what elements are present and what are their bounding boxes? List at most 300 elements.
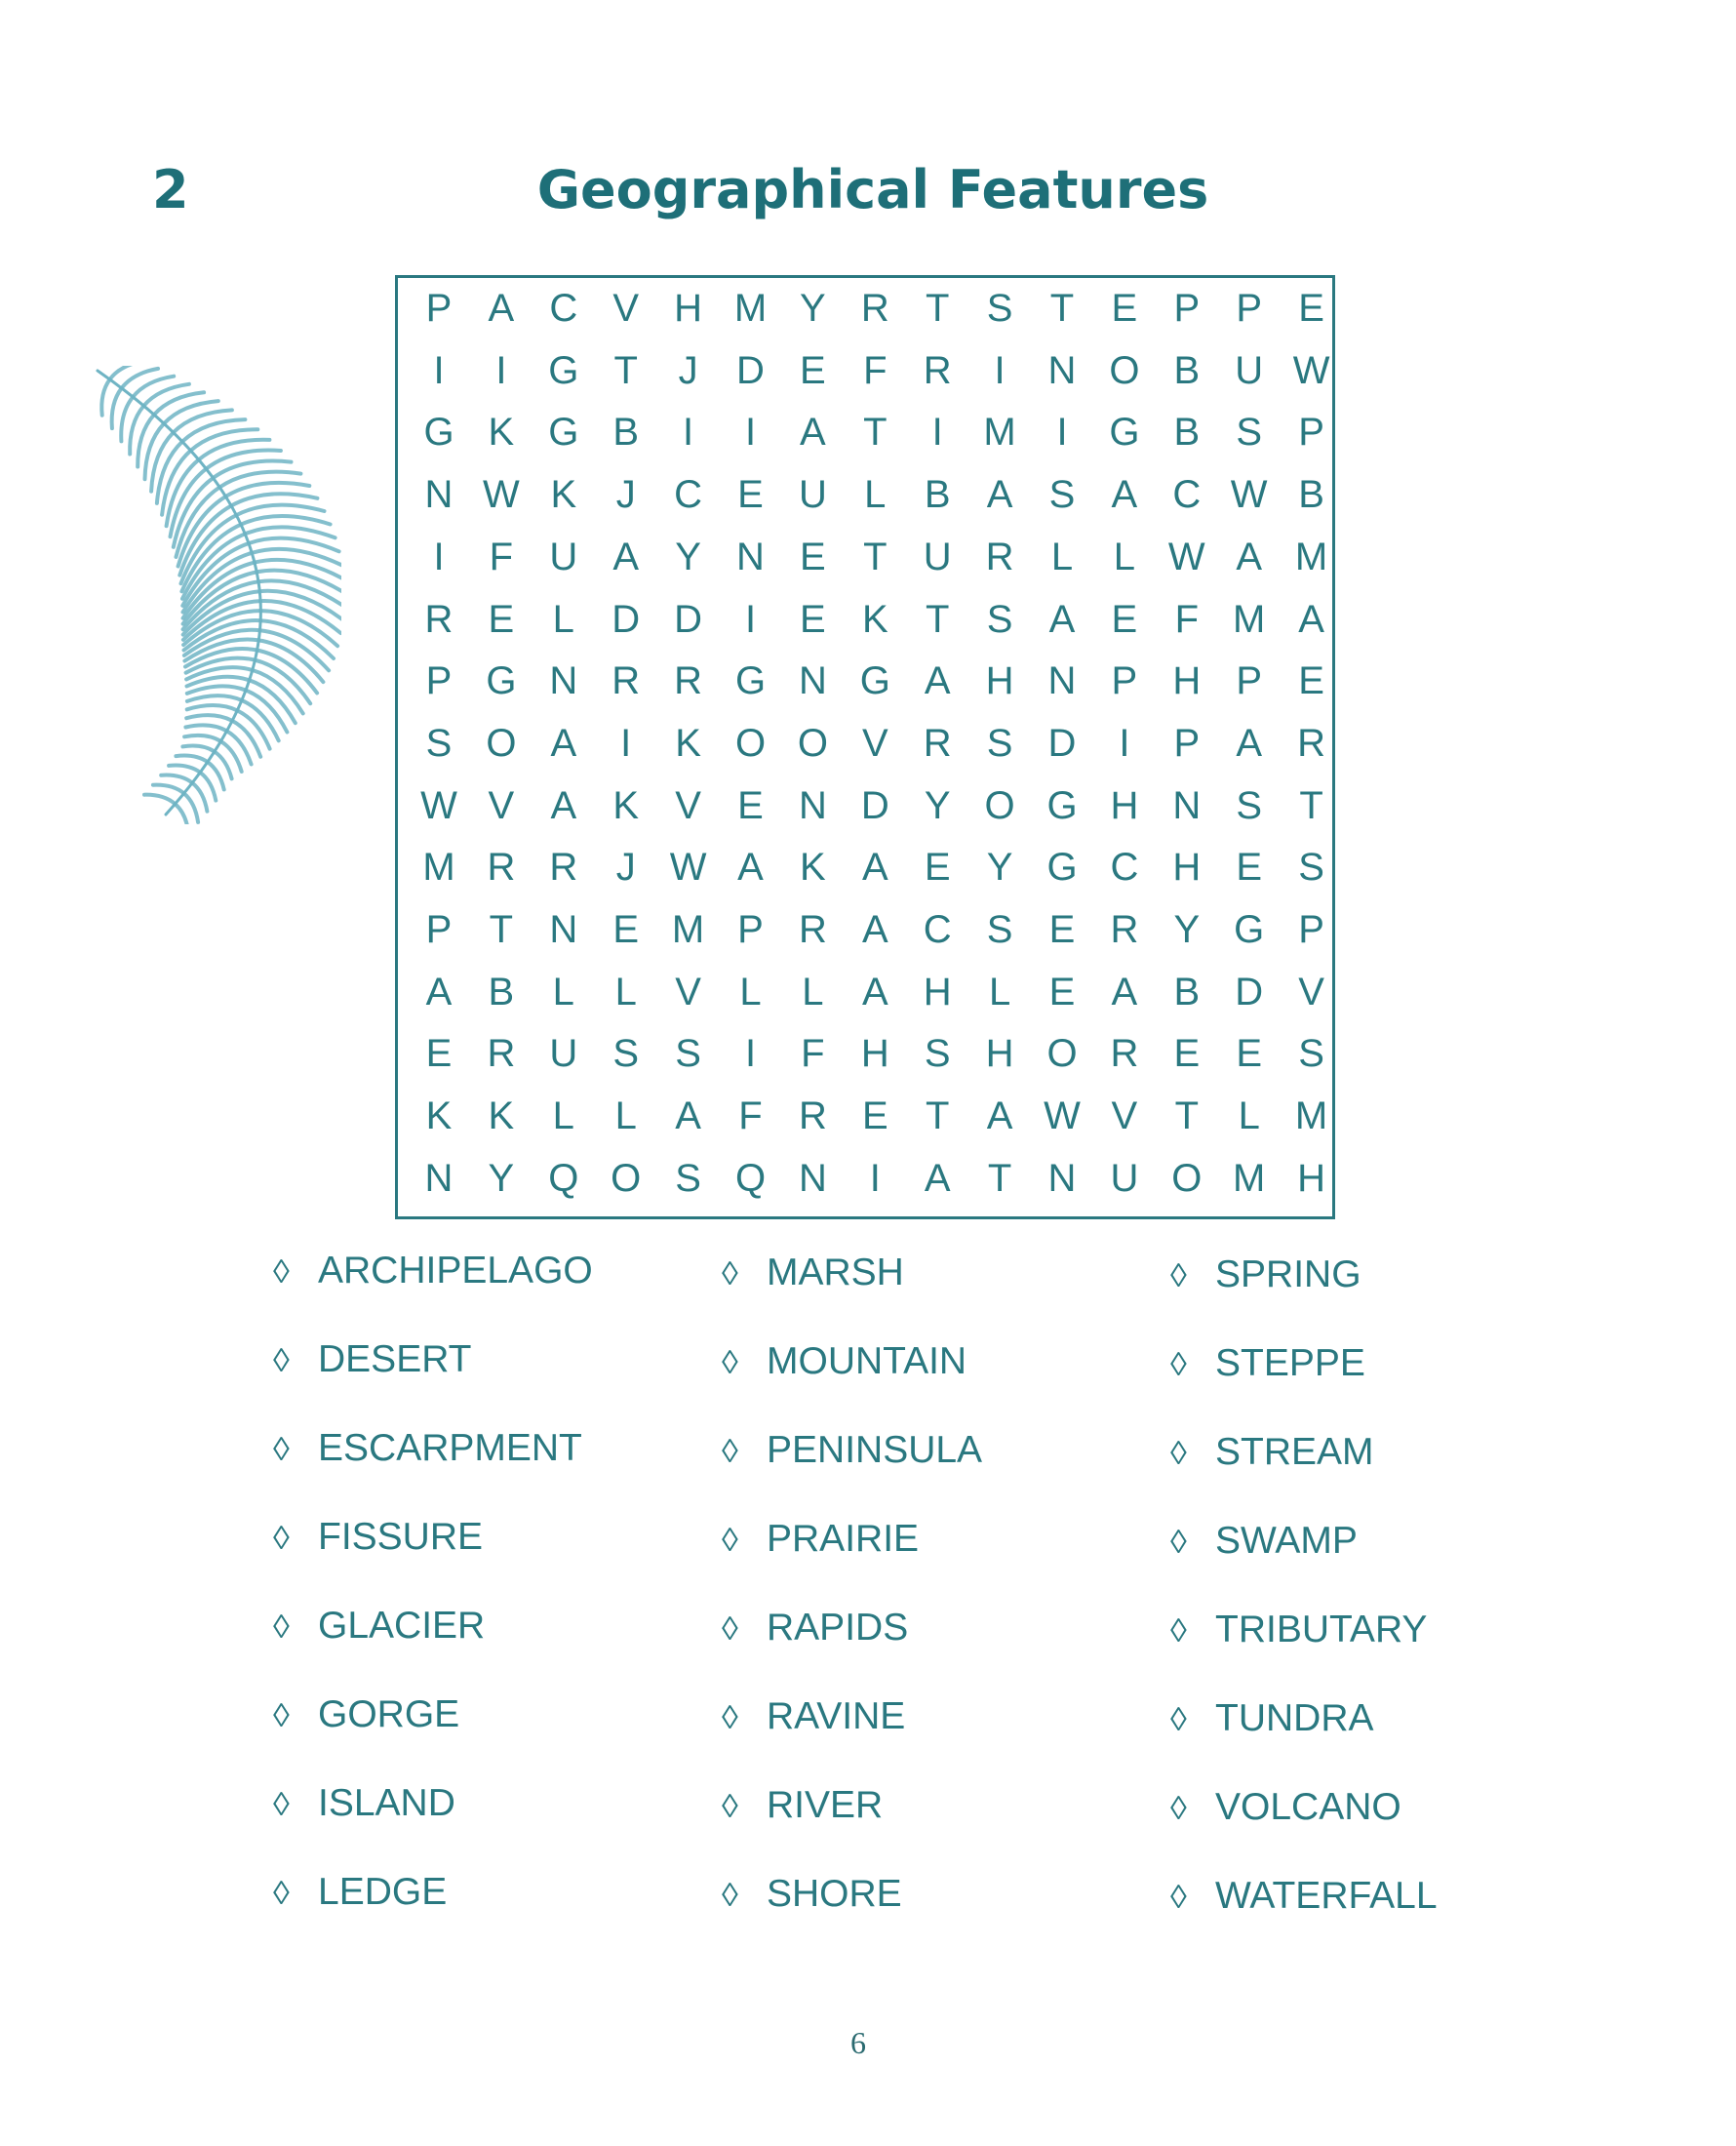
grid-letter: D [612,597,641,641]
grid-letter: N [1047,348,1077,392]
grid-letter: P [425,659,453,703]
grid-letter: E [1111,287,1138,330]
grid-letter: R [612,659,641,703]
grid-letter: A [1236,535,1263,578]
grid-letter: K [861,597,888,641]
grid-letter: R [798,908,827,951]
grid-letter: S [986,287,1013,330]
diamond-bullet-icon: ◊ [273,1786,290,1823]
grid-letter: B [1173,411,1201,455]
grid-letter: A [861,970,888,1013]
grid-letter: L [1238,1094,1260,1138]
grid-letter: D [736,348,765,392]
grid-letter: R [1110,1032,1139,1076]
word-list-item [273,1692,459,1738]
word-text: LEDGE [318,1871,448,1913]
grid-letter: Y [675,535,701,578]
word-text: DESERT [318,1338,472,1380]
grid-letter: V [1111,1094,1138,1138]
grid-letter: I [1119,721,1130,765]
word-text: RAPIDS [767,1607,909,1649]
grid-letter: I [869,1156,881,1200]
grid-letter: R [1110,908,1139,951]
word-text: PENINSULA [767,1429,983,1471]
page-number: 6 [850,2025,866,2060]
word-text: WATERFALL [1215,1875,1438,1917]
grid-letter: C [923,908,952,951]
grid-letter: I [744,411,757,455]
grid-letter: G [859,659,890,703]
diamond-bullet-icon: ◊ [1170,1879,1187,1916]
grid-letter: A [1236,721,1263,765]
grid-letter: S [986,597,1013,641]
word-text: STEPPE [1215,1342,1365,1384]
grid-letter: V [488,783,515,827]
diamond-bullet-icon: ◊ [273,1697,290,1734]
grid-letter: W [1292,348,1330,392]
grid-letter: M [1294,1094,1328,1138]
word-text: GLACIER [318,1605,486,1647]
grid-letter: M [733,287,768,330]
word-text: RAVINE [767,1695,906,1737]
grid-letter: G [1234,908,1265,951]
word-text: VOLCANO [1215,1786,1401,1828]
grid-letter: J [678,348,698,392]
word-text: SWAMP [1215,1520,1358,1562]
grid-letter: D [860,783,889,827]
grid-letter: P [425,908,453,951]
puzzle-number: 2 [152,159,189,220]
grid-letter: S [425,721,453,765]
grid-letter: I [744,597,757,641]
page-title: Geographical Features [536,159,1209,220]
grid-letter: A [924,659,951,703]
grid-letter: W [1044,1094,1081,1138]
grid-letter: D [1235,970,1264,1013]
grid-letter: O [984,783,1015,827]
grid-letter: A [737,846,764,890]
grid-letter: A [924,1156,951,1200]
grid-letter: I [620,721,632,765]
grid-letter: V [861,721,888,765]
grid-letter: S [986,908,1013,951]
word-list-item [1170,1785,1401,1831]
word-list-item [273,1781,455,1827]
word-text: ESCARPMENT [318,1427,582,1469]
word-list-item [1170,1252,1361,1298]
grid-letter: P [1236,659,1263,703]
grid-letter: T [1174,1094,1200,1138]
grid-letter: N [1047,659,1077,703]
grid-letter: V [675,783,701,827]
diamond-bullet-icon: ◊ [273,1431,290,1468]
grid-letter: E [1298,287,1324,330]
grid-letter: B [612,411,640,455]
grid-letter: N [424,473,454,517]
grid-letter: L [988,970,1011,1013]
grid-letter: S [1236,411,1263,455]
word-list-item [1170,1519,1358,1565]
word-list-item [722,1606,908,1651]
grid-letter: L [1050,535,1074,578]
grid-letter: B [1298,473,1324,517]
grid-letter: A [861,846,888,890]
word-text: RIVER [767,1784,884,1826]
grid-letter: O [611,1156,642,1200]
grid-letter: L [552,1094,574,1138]
grid-letter: U [549,1032,578,1076]
grid-letter: F [738,1094,763,1138]
grid-letter: O [734,721,767,765]
grid-letter: E [800,535,826,578]
grid-letter: T [925,287,950,330]
grid-letter: I [931,411,943,455]
grid-letter: P [1111,659,1138,703]
grid-letter: W [1167,535,1205,578]
grid-letter: E [488,597,515,641]
grid-letter: H [860,1032,889,1076]
word-text: TRIBUTARY [1215,1609,1428,1650]
grid-letter: H [1110,783,1139,827]
grid-letter: F [1174,597,1200,641]
grid-letter: F [863,348,888,392]
grid-letter: L [739,970,762,1013]
grid-letter: R [424,597,454,641]
word-text: SPRING [1215,1253,1361,1295]
word-list-item [722,1694,905,1740]
diamond-bullet-icon: ◊ [273,1342,290,1379]
grid-letter: M [1294,535,1328,578]
grid-letter: M [671,908,705,951]
grid-letter: G [486,659,517,703]
grid-letter: L [1113,535,1136,578]
grid-letter: A [612,535,640,578]
grid-letter: E [1173,1032,1201,1076]
grid-letter: M [422,846,455,890]
grid-letter: I [744,1032,757,1076]
grid-letter: E [1298,659,1324,703]
grid-letter: Y [800,287,826,330]
grid-letter: J [615,846,636,890]
grid-letter: H [1297,1156,1326,1200]
grid-letter: N [736,535,765,578]
grid-letter: M [1233,1156,1266,1200]
grid-letter: P [425,287,453,330]
grid-letter: E [861,1094,888,1138]
word-list-item [273,1426,582,1472]
grid-letter: A [861,908,888,951]
grid-letter: W [420,783,457,827]
grid-letter: I [433,348,445,392]
grid-letter: U [549,535,578,578]
word-list-item [722,1517,919,1563]
grid-letter: F [801,1032,825,1076]
grid-letter: U [1235,348,1264,392]
grid-letter: E [1048,908,1076,951]
grid-letter: I [1056,411,1068,455]
grid-letter: N [798,659,827,703]
word-list-item [1170,1608,1427,1653]
grid-letter: L [552,970,574,1013]
grid-letter: K [612,783,640,827]
word-text: GORGE [318,1693,460,1735]
word-list-item [1170,1341,1365,1387]
word-search-grid [395,275,1335,1219]
grid-letter: O [486,721,517,765]
grid-letter: N [549,659,578,703]
word-text: PRAIRIE [767,1518,920,1560]
grid-letter: A [488,287,515,330]
grid-letter: D [674,597,703,641]
diamond-bullet-icon: ◊ [1170,1701,1187,1738]
word-list-item [722,1251,904,1296]
grid-letter: C [674,473,703,517]
grid-letter: H [674,287,703,330]
word-list-item [722,1428,982,1474]
grid-letter: G [548,411,579,455]
word-list-item [722,1872,902,1918]
grid-letter: C [549,287,578,330]
grid-letter: V [1298,970,1324,1013]
grid-letter: C [1172,473,1202,517]
grid-letter: T [925,1094,950,1138]
diamond-bullet-icon: ◊ [722,1699,738,1736]
grid-letter: P [1236,287,1263,330]
grid-letter: B [1173,348,1201,392]
grid-letter: K [550,473,577,517]
grid-letter: P [737,908,764,951]
grid-letter: Y [924,783,951,827]
grid-letter: F [489,535,514,578]
grid-letter: Q [548,1156,579,1200]
grid-letter: R [860,287,889,330]
diamond-bullet-icon: ◊ [1170,1346,1187,1383]
grid-letter: N [1047,1156,1077,1200]
grid-letter: A [1111,970,1138,1013]
grid-letter: M [1233,597,1266,641]
grid-letter: O [1046,1032,1078,1076]
grid-letter: G [1046,783,1078,827]
grid-letter: T [925,597,950,641]
grid-letter: A [550,721,577,765]
diamond-bullet-icon: ◊ [722,1610,738,1648]
diamond-bullet-icon: ◊ [1170,1435,1187,1472]
grid-letter: R [923,721,952,765]
grid-letter: Y [488,1156,515,1200]
word-list-item [273,1337,472,1383]
grid-letter: L [552,597,574,641]
grid-letter: R [923,348,952,392]
grid-letter: R [798,1094,827,1138]
word-text: TUNDRA [1215,1697,1374,1739]
grid-letter: W [669,846,707,890]
grid-letter: B [924,473,951,517]
grid-letter: A [425,970,453,1013]
grid-letter: O [1171,1156,1203,1200]
grid-letter: S [1048,473,1076,517]
grid-letter: A [550,783,577,827]
grid-letter: P [1173,287,1201,330]
word-text: ISLAND [318,1782,455,1824]
grid-letter: R [549,846,578,890]
grid-letter: T [1049,287,1075,330]
grid-letter: H [1172,846,1202,890]
grid-letter: W [483,473,520,517]
grid-letter: A [1298,597,1324,641]
diamond-bullet-icon: ◊ [1170,1524,1187,1561]
word-list-item [722,1339,967,1385]
grid-letter: K [675,721,701,765]
grid-letter: T [987,1156,1012,1200]
grid-letter: R [674,659,703,703]
grid-letter: R [487,1032,516,1076]
grid-letter: A [800,411,826,455]
grid-letter: G [548,348,579,392]
grid-letter: E [1048,970,1076,1013]
grid-letter: E [737,473,764,517]
grid-letter: G [423,411,454,455]
grid-letter: L [802,970,824,1013]
diamond-bullet-icon: ◊ [1170,1790,1187,1827]
grid-letter: V [612,287,640,330]
grid-letter: A [1048,597,1076,641]
grid-letter: O [1109,348,1140,392]
grid-letter: S [1298,846,1324,890]
grid-letter: H [985,659,1014,703]
grid-letter: L [614,1094,637,1138]
grid-letter: Q [734,1156,767,1200]
grid-letter: E [612,908,640,951]
word-text: ARCHIPELAGO [318,1250,593,1292]
grid-letter: I [495,348,507,392]
grid-letter: V [675,970,701,1013]
grid-letter: U [1110,1156,1139,1200]
diamond-bullet-icon: ◊ [1170,1612,1187,1649]
grid-letter: T [613,348,638,392]
grid-letter: U [798,473,827,517]
grid-letter: R [985,535,1014,578]
grid-letter: E [425,1032,453,1076]
grid-letter: O [797,721,828,765]
grid-letter: H [985,1032,1014,1076]
diamond-bullet-icon: ◊ [273,1253,290,1291]
grid-letter: E [1236,1032,1263,1076]
grid-letter: K [488,411,515,455]
grid-letter: E [1236,846,1263,890]
grid-letter: L [864,473,887,517]
word-text: STREAM [1215,1431,1374,1473]
grid-letter: T [863,535,888,578]
grid-letter: T [489,908,514,951]
grid-letter: P [1298,908,1324,951]
grid-letter: M [983,411,1016,455]
grid-letter: H [1172,659,1202,703]
grid-letter: P [1298,411,1324,455]
grid-letter: B [488,970,515,1013]
grid-letter: B [1173,970,1201,1013]
grid-letter: K [800,846,826,890]
diamond-bullet-icon: ◊ [722,1788,738,1825]
diamond-bullet-icon: ◊ [722,1344,738,1381]
grid-letter: R [1297,721,1326,765]
word-list-item [273,1870,447,1916]
diamond-bullet-icon: ◊ [273,1875,290,1912]
grid-letter: S [675,1032,701,1076]
diamond-bullet-icon: ◊ [273,1520,290,1557]
grid-letter: C [1110,846,1139,890]
diamond-bullet-icon: ◊ [273,1609,290,1646]
grid-letter: A [986,473,1013,517]
grid-letter: P [1173,721,1201,765]
grid-letter: J [615,473,636,517]
diamond-bullet-icon: ◊ [722,1522,738,1559]
grid-letter: I [683,411,694,455]
grid-letter: G [734,659,767,703]
word-text: SHORE [767,1873,902,1915]
grid-letter: N [798,1156,827,1200]
grid-letter: A [986,1094,1013,1138]
word-text: MOUNTAIN [767,1340,967,1382]
word-list-item [1170,1696,1374,1742]
grid-letter: L [614,970,637,1013]
diamond-bullet-icon: ◊ [722,1255,738,1292]
grid-letter: K [425,1094,453,1138]
word-list-item [273,1604,485,1649]
word-list-item [273,1249,593,1294]
grid-letter: A [675,1094,701,1138]
diamond-bullet-icon: ◊ [722,1877,738,1914]
word-list-item [1170,1430,1374,1476]
grid-letter: D [1047,721,1077,765]
grid-letter: Y [986,846,1013,890]
grid-letter: H [923,970,952,1013]
grid-letter: E [737,783,764,827]
grid-letter: I [994,348,1006,392]
grid-letter: N [549,908,578,951]
grid-letter: S [924,1032,951,1076]
grid-letter: G [1046,846,1078,890]
grid-letter: R [487,846,516,890]
word-list-item [722,1783,883,1829]
grid-letter: T [1299,783,1323,827]
grid-letter: T [863,411,888,455]
diamond-bullet-icon: ◊ [1170,1257,1187,1294]
fern-leaf-icon [93,366,341,824]
word-list-item [273,1515,483,1561]
grid-letter: N [1172,783,1202,827]
grid-letter: S [675,1156,701,1200]
grid-letter: W [1230,473,1268,517]
word-text: MARSH [767,1252,904,1293]
grid-letter: I [433,535,445,578]
grid-letter: S [1236,783,1263,827]
grid-letter: E [800,348,826,392]
grid-letter: K [488,1094,515,1138]
grid-letter: S [612,1032,640,1076]
grid-letter: E [1111,597,1138,641]
grid-letter: G [1109,411,1140,455]
grid-letter: N [798,783,827,827]
grid-letter: E [800,597,826,641]
grid-letter: E [924,846,951,890]
diamond-bullet-icon: ◊ [722,1433,738,1470]
grid-letter: S [986,721,1013,765]
grid-letter: N [424,1156,454,1200]
grid-letter: S [1298,1032,1324,1076]
word-text: FISSURE [318,1516,484,1558]
word-list-item [1170,1874,1438,1920]
grid-letter: Y [1173,908,1201,951]
